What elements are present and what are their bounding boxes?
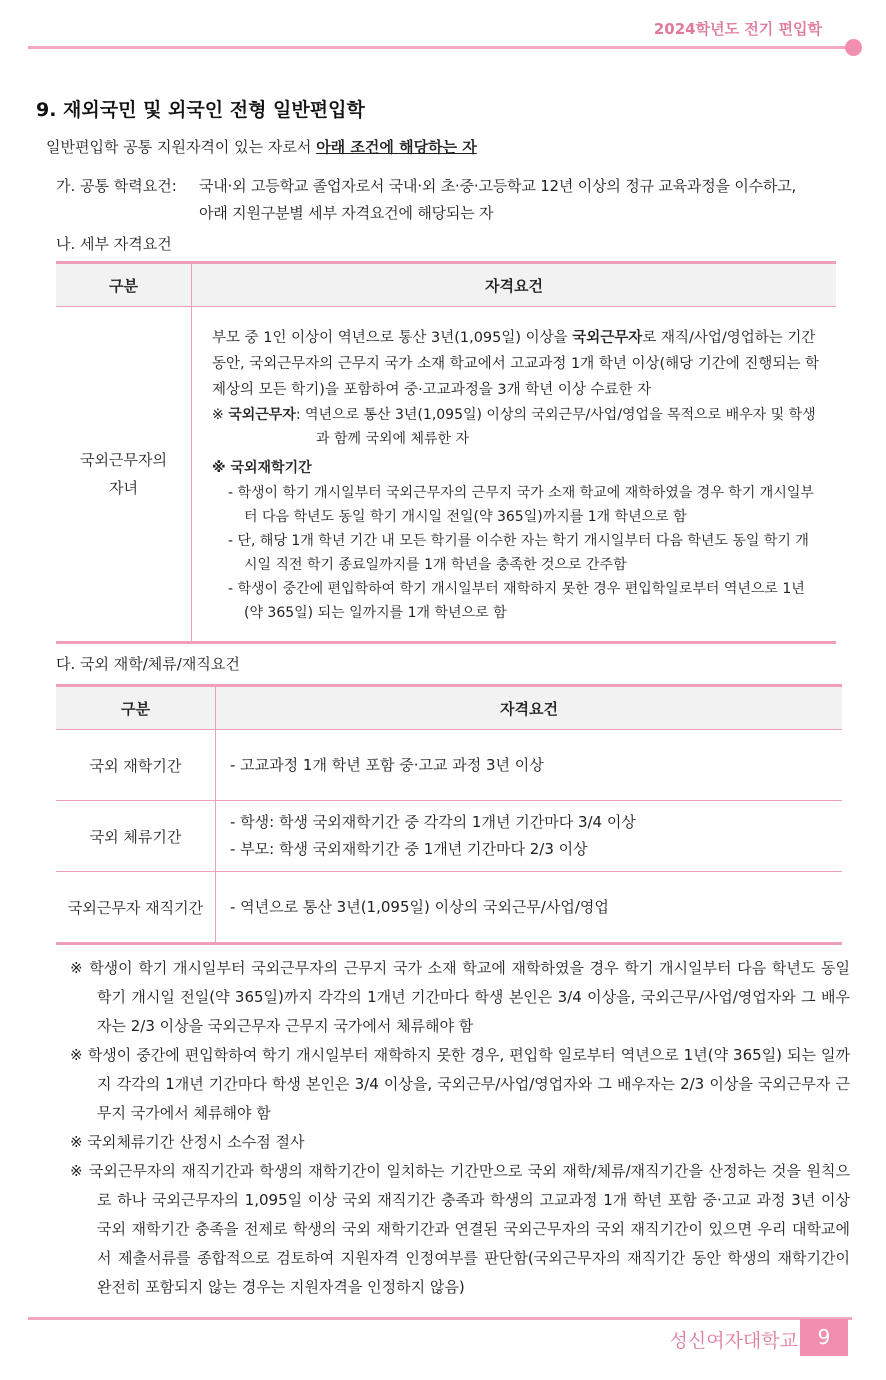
overseas-requirement-table xyxy=(56,684,842,945)
common-requirement-line1: 국내·외 고등학교 졸업자로서 국내·외 초·중·고등학교 12년 이상의 정규 교육과정을 이수하고, xyxy=(199,177,797,195)
table2-requirement xyxy=(216,801,843,872)
table2-category: 국외근무자 재직기간 xyxy=(56,872,216,944)
header-divider xyxy=(28,46,852,49)
table1-category xyxy=(56,307,192,643)
table-row xyxy=(56,872,842,944)
table1-bullet: - 학생이 학기 개시일부터 국외근무자의 근무지 국가 소재 학교에 재학하였을 경우 학기 개시일부터 다음 학년도 동일 학기 개시일 전일(약 365일)까지를 1개 학년으로 함 xyxy=(228,485,814,525)
intro-emphasis: 아래 조건에 해당하는 자 xyxy=(316,138,477,156)
note-item: ※ 학생이 중간에 편입학하여 학기 개시일부터 재학하지 못한 경우, 편입학 일로부터 역년으로 1년(약 365일) 되는 일까지 각각의 1개년 기간마다 학생 본인은 3/4 이상을, 국외근무/사업/영업자와 그 배우자는 2/3 이상을 국외근무자 근무지 국가에서 체류해야 함 xyxy=(70,1046,850,1122)
note-item: ※ 학생이 학기 개시일부터 국외근무자의 근무지 국가 소재 학교에 재학하였을 경우 학기 개시일부터 다음 학년도 동일 학기 개시일 전일(약 365일)까지 각각의 1개년 기간마다 학생 본인은 3/4 이상을, 국외근무/사업/영업자와 그 배우자는 2/3 이상을 국외근무자 근무지 국가에서 체류해야 함 xyxy=(70,959,850,1035)
common-requirement-text xyxy=(199,173,854,227)
page-number: 9 xyxy=(800,1319,848,1356)
detail-requirement-table xyxy=(56,261,836,644)
note-item: ※ 국외근무자의 재직기간과 학생의 재학기간이 일치하는 기간만으로 국외 재학/체류/재직기간을 산정하는 것을 원칙으로 하나 국외근무자의 1,095일 이상 국외 재직기간 충족과 학생의 고교과정 1개 학년 포함 중·고교 과정 3년 이상 국외 재학기간 충족을 전제로 학생의 국외 재학기간과 연결된 국외근무자의 국외 재직기간이 있으면 우리 대학교에서 제출서류를 종합적으로 검토하여 지원자격 인정여부를 판단함(국외근무자의 재직기간 동안 학생의 재학기간이 완전히 포함되지 않는 경우는 지원자격을 인정하지 않음) xyxy=(70,1162,850,1296)
footer-school-name: 성신여자대학교 xyxy=(669,1330,798,1352)
header-title: 2024학년도 전기 편입학 xyxy=(653,20,822,38)
table1-para1-c: 로 재직/사업/영업하는 기간 동안, 국외근무자의 근무지 국가 소재 학교에서 고교과정 1개 학년 이상(해당 기간에 진행되는 학제상의 모든 학기)을 포함하여 중·고교과정을 3개 학년 이상 수료한 자 xyxy=(212,330,820,398)
table2-category: 국외 재학기간 xyxy=(56,730,216,801)
intro-text xyxy=(46,136,477,157)
overseas-requirement-label: 다. 국외 재학/체류/재직요건 xyxy=(56,655,240,673)
common-requirement-line2: 아래 지원구분별 세부 자격요건에 해당되는 자 xyxy=(199,204,494,222)
table2-line: - 학생: 학생 국외재학기간 중 각각의 1개년 기간마다 3/4 이상 xyxy=(230,813,636,831)
footer-divider xyxy=(28,1317,852,1320)
intro-plain: 일반편입학 공통 지원자격이 있는 자로서 xyxy=(46,138,317,156)
notes xyxy=(70,954,850,1302)
table1-bullet: - 학생이 중간에 편입학하여 학기 개시일부터 재학하지 못한 경우 편입학일로부터 역년으로 1년(약 365일) 되는 일까지를 1개 학년으로 함 xyxy=(228,581,805,621)
table2-requirement xyxy=(216,730,843,801)
table1-note2-title: ※ 국외재학기간 xyxy=(212,460,312,476)
table1-header-requirement: 자격요건 xyxy=(192,263,837,307)
table-row xyxy=(56,730,842,801)
table2-line: - 역년으로 통산 3년(1,095일) 이상의 국외근무/사업/영업 xyxy=(230,897,609,916)
table2-header-category: 구분 xyxy=(56,686,216,730)
note-item: ※ 국외체류기간 산정시 소수점 절사 xyxy=(70,1133,305,1151)
table2-header-requirement: 자격요건 xyxy=(216,686,843,730)
table1-para1-a: 부모 중 1인 이상이 역년으로 통산 3년(1,095일) 이상을 xyxy=(212,330,573,346)
table2-requirement xyxy=(216,872,843,944)
table1-note1-mark: ※ xyxy=(212,407,229,423)
table1-note1-text: : 역년으로 통산 3년(1,095일) 이상의 국외근무/사업/영업을 목적으로 배우자 및 학생과 함께 국외에 체류한 자 xyxy=(295,407,816,447)
header-dot xyxy=(845,39,862,56)
table1-header-category: 구분 xyxy=(56,263,192,307)
table1-note1-term: 국외근무자 xyxy=(228,407,296,423)
table-row xyxy=(56,801,842,872)
table2-line: - 부모: 학생 국외재학기간 중 1개년 기간마다 2/3 이상 xyxy=(230,840,588,858)
table1-category-text: 국외근무자의 자녀 xyxy=(80,451,167,497)
table1-note1 xyxy=(212,403,820,451)
table1-para1 xyxy=(212,325,820,403)
table1-bullet: - 단, 해당 1개 학년 기간 내 모든 학기를 이수한 자는 학기 개시일부터 다음 학년도 동일 학기 개시일 직전 학기 종료일까지를 1개 학년을 충족한 것으로 간주함 xyxy=(228,533,809,573)
table2-category: 국외 체류기간 xyxy=(56,801,216,872)
detail-requirement-label: 나. 세부 자격요건 xyxy=(56,235,172,253)
table1-para1-term: 국외근무자 xyxy=(572,330,643,346)
table2-line: - 고교과정 1개 학년 포함 중·고교 과정 3년 이상 xyxy=(230,755,544,774)
table1-requirement xyxy=(192,307,837,643)
section-title: 9. 재외국민 및 외국인 전형 일반편입학 xyxy=(36,99,365,121)
common-requirement-label: 가. 공통 학력요건: xyxy=(56,177,177,195)
